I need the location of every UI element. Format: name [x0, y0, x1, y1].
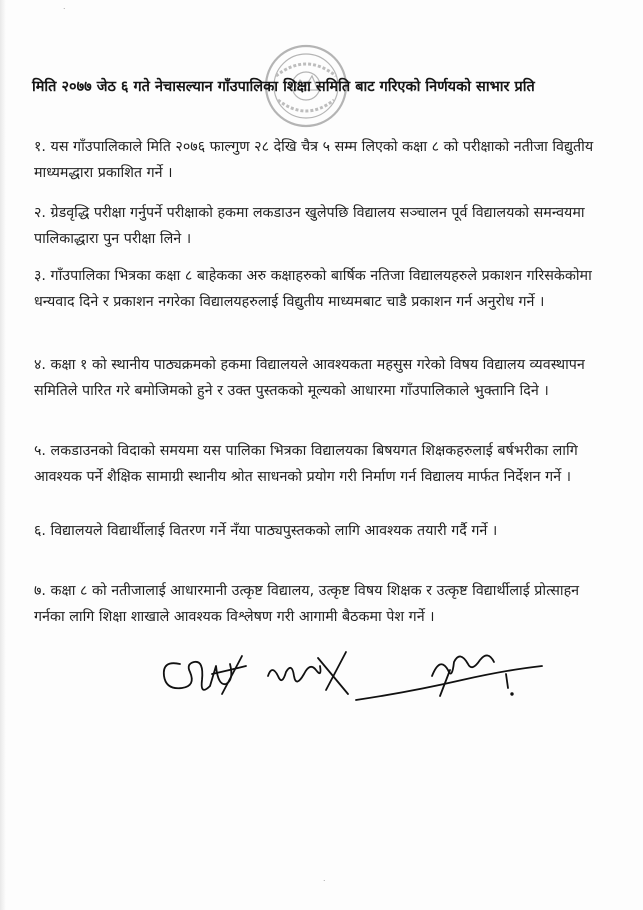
- decision-item-2: २. ग्रेडवृद्धि परीक्षा गर्नुपर्ने परीक्षाको हकमा लकडाउन खुलेपछि विद्यालय सञ्चालन पूर्व विद्यालयको समन्वयमा पालिकाद्धारा पुन परीक्षा लिने ।: [34, 205, 585, 247]
- scan-edge-shadow: [0, 0, 6, 910]
- decision-item-4: ४. कक्षा १ को स्थानीय पाठ्यक्रमको हकमा विद्यालयले आवश्यकता महसुस गरेको विषय विद्यालय व्यवस्थापन समितिले पारित गरे बमोजिमको हुने र उक्त पुस्तकको मूल्यको आधारमा गाँउपालिकाले भुक्तानि दिने ।: [34, 357, 585, 399]
- decision-item-1: १. यस गाँउपालिकाले मिति २०७६ फाल्गुण २८ देखि चैत्र ५ सम्म लिएको कक्षा ८ को परीक्षाको नतीजा विद्युतीय माध्यमद्धारा प्रकाशित गर्ने ।: [34, 139, 594, 181]
- signatures: [150, 636, 570, 716]
- signature-3: [356, 655, 542, 700]
- signature-1: [164, 656, 246, 694]
- decision-item-6: ६. विद्यालयले विद्यार्थीलाई वितरण गर्ने नँया पाठ्यपुस्तकको लागि आवश्यक तयारी गर्दै गर्ने ।: [34, 523, 498, 539]
- decision-item-7: ७. कक्षा ८ को नतीजालाई आधारमानी उत्कृष्ट विद्यालय, उत्कृष्ट विषय शिक्षक र उत्कृष्ट विद्यार्थीलाई प्रोत्साहन गर्नका लागि शिक्षा शाखाले आवश्यक विश्लेषण गरी आगामी बैठकमा पेश गर्ने ।: [34, 583, 580, 625]
- scan-speck: ˙: [322, 880, 327, 890]
- scan-speck: ˙: [62, 8, 67, 18]
- signature-2: [268, 652, 348, 694]
- document-heading: मिति २०७७ जेठ ६ गते नेचासल्यान गाँउपालिका शिक्षा समिति बाट गरिएको निर्णयको साभार प्रति: [32, 79, 535, 95]
- decision-item-3: ३. गाँउपालिका भित्रका कक्षा ८ बाहेकका अरु कक्षाहरुको बार्षिक नतिजा विद्यालयहरुले प्रकाशन गरिसकेकोमा धन्यवाद दिने र प्रकाशन नगरेका विद्यालयहरुलाई विद्युतीय माध्यमबाट चाडै प्रकाशन गर्न अनुरोध गर्ने ।: [34, 268, 592, 310]
- decision-item-5: ५. लकडाउनको विदाको समयमा यस पालिका भित्रका विद्यालयका बिषयगत शिक्षकहरुलाई बर्षभरीका लागि आवश्यक पर्ने शैक्षिक सामाग्री स्थानीय श्रोत साधनको प्रयोग गरी निर्माण गर्न विद्यालय मार्फत निर्देशन गर्ने ।: [34, 443, 578, 485]
